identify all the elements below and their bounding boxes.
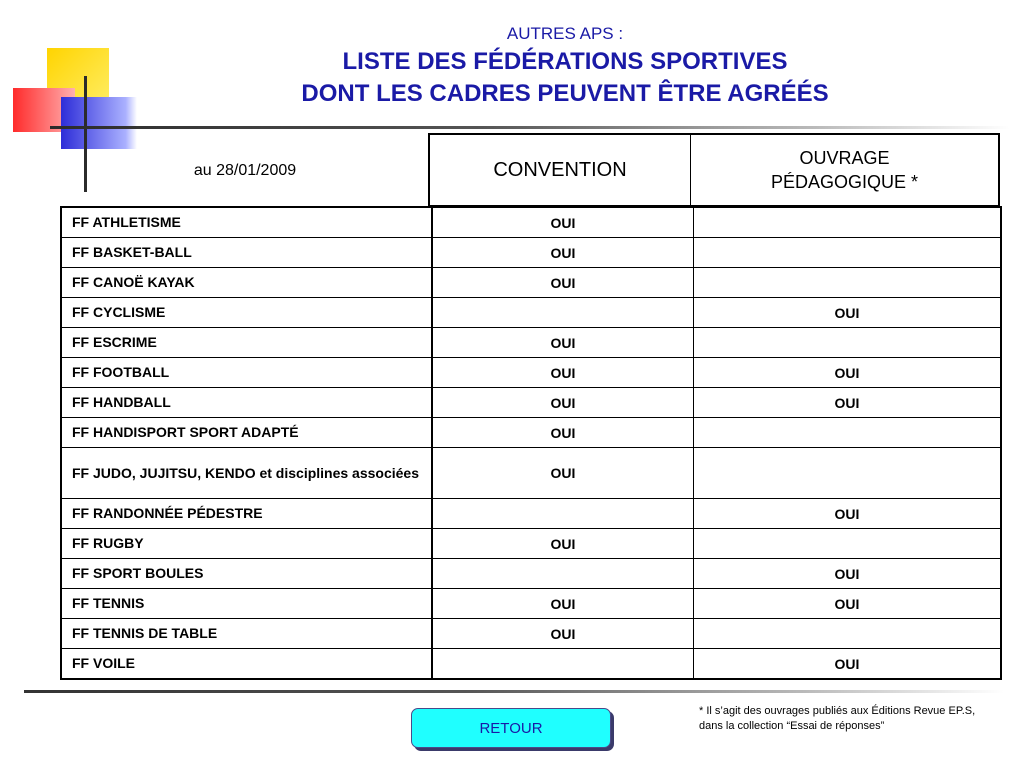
federation-name: FF HANDBALL [61, 388, 432, 418]
federation-name: FF CANOË KAYAK [61, 268, 432, 298]
federation-name: FF FOOTBALL [61, 358, 432, 388]
federation-name: FF TENNIS DE TABLE [61, 619, 432, 649]
ouvrage-cell: OUI [694, 358, 1002, 388]
page-title-line1: LISTE DES FÉDÉRATIONS SPORTIVES [342, 48, 788, 75]
date-label: au 28/01/2009 [193, 162, 297, 179]
convention-cell: OUI [432, 418, 694, 448]
table-row [61, 589, 1001, 619]
ouvrage-cell [694, 619, 1002, 649]
ouvrage-cell [694, 448, 1002, 499]
retour-button[interactable]: RETOUR [411, 708, 611, 748]
federation-name: FF ATHLETISME [61, 207, 432, 238]
convention-cell: OUI [432, 328, 694, 358]
table-row [61, 388, 1001, 418]
convention-cell: OUI [432, 529, 694, 559]
convention-cell: OUI [432, 207, 694, 238]
table-row [61, 298, 1001, 328]
federation-name: FF RUGBY [61, 529, 432, 559]
footnote: * Il s’agit des ouvrages publiés aux Éditions Revue EP.S, dans la collection “Essai de réponses” [699, 705, 976, 732]
convention-cell: OUI [432, 589, 694, 619]
convention-cell: OUI [432, 238, 694, 268]
ouvrage-cell: OUI [694, 388, 1002, 418]
table-row [61, 559, 1001, 589]
federation-name: FF BASKET-BALL [61, 238, 432, 268]
table-row [61, 619, 1001, 649]
ouvrage-cell: OUI [694, 649, 1002, 680]
federations-table [60, 206, 1002, 680]
convention-cell [432, 298, 694, 328]
federation-name: FF ESCRIME [61, 328, 432, 358]
convention-cell: OUI [432, 358, 694, 388]
convention-cell [432, 499, 694, 529]
federation-name: FF HANDISPORT SPORT ADAPTÉ [61, 418, 432, 448]
federation-name: FF SPORT BOULES [61, 559, 432, 589]
convention-cell: OUI [432, 619, 694, 649]
ouvrage-cell: OUI [694, 559, 1002, 589]
convention-cell: OUI [432, 448, 694, 499]
table-header [428, 133, 1000, 207]
federation-name: FF RANDONNÉE PÉDESTRE [61, 499, 432, 529]
table-row [61, 328, 1001, 358]
table-row [61, 268, 1001, 298]
logo-blue-square [61, 97, 137, 149]
ouvrage-cell: OUI [694, 499, 1002, 529]
ouvrage-cell [694, 529, 1002, 559]
page-subtitle: AUTRES APS : [506, 24, 624, 43]
ouvrage-cell: OUI [694, 589, 1002, 619]
ouvrage-cell [694, 268, 1002, 298]
federation-name: FF CYCLISME [61, 298, 432, 328]
ouvrage-cell: OUI [694, 298, 1002, 328]
logo-vertical-line [84, 76, 87, 192]
table-row [61, 529, 1001, 559]
ouvrage-cell [694, 238, 1002, 268]
federation-name: FF VOILE [61, 649, 432, 680]
federation-name: FF JUDO, JUJITSU, KENDO et disciplines associées [61, 448, 432, 499]
federation-name: FF TENNIS [61, 589, 432, 619]
convention-cell [432, 559, 694, 589]
table-row [61, 448, 1001, 499]
table-row [61, 207, 1001, 238]
convention-cell: OUI [432, 388, 694, 418]
table-row [61, 499, 1001, 529]
table-row [61, 649, 1001, 680]
convention-cell [432, 649, 694, 680]
page-title-line2: DONT LES CADRES PEUVENT ÊTRE AGRÉÉS [301, 80, 829, 107]
ouvrage-cell [694, 328, 1002, 358]
table-row [61, 358, 1001, 388]
header-divider [50, 126, 1010, 129]
column-header-convention: CONVENTION [430, 135, 691, 205]
table-row [61, 418, 1001, 448]
ouvrage-cell [694, 207, 1002, 238]
convention-cell: OUI [432, 268, 694, 298]
ouvrage-cell [694, 418, 1002, 448]
footer-divider [24, 690, 1004, 693]
column-header-ouvrage: OUVRAGE PÉDAGOGIQUE * [770, 148, 919, 192]
table-row [61, 238, 1001, 268]
